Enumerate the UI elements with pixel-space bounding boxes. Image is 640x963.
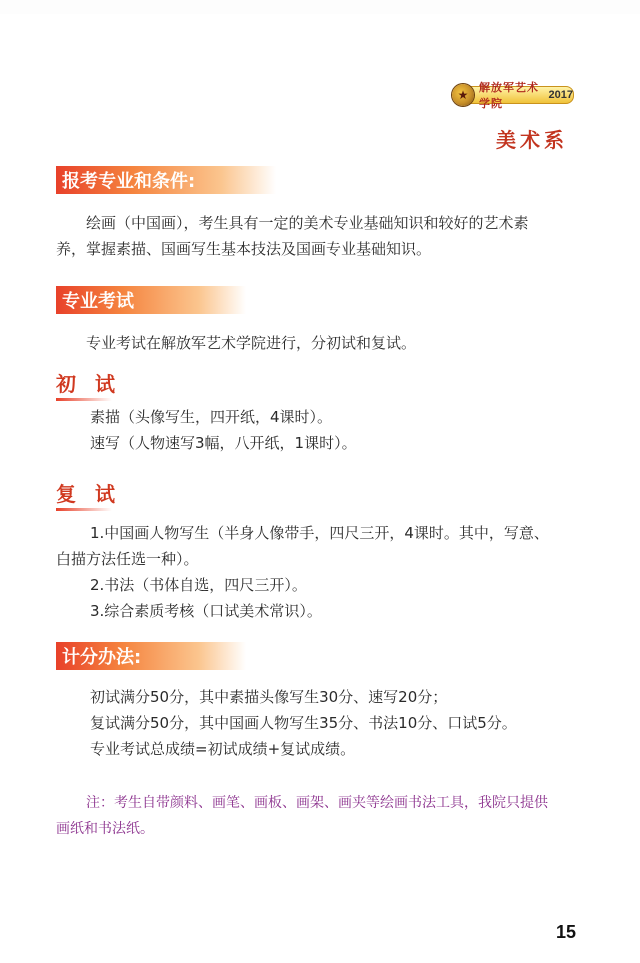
list-item: 白描方法任选一种）。 xyxy=(56,550,199,568)
note-line: 注：考生自带颜料、画笔、画板、画架、画夹等绘画书法工具，我院只提供 xyxy=(86,795,548,811)
year-label: 2017 xyxy=(548,89,573,101)
top-edge xyxy=(0,0,640,14)
subheading-retest: 复 试 xyxy=(56,478,121,511)
department-title: 美术系 xyxy=(496,128,568,152)
subheading-preliminary: 初 试 xyxy=(56,368,121,401)
list-item: 2.书法（书体自选，四尺三开）。 xyxy=(90,576,307,594)
retest-list xyxy=(56,520,576,624)
list-item: 复试满分50分，其中国画人物写生35分、书法10分、口试5分。 xyxy=(90,714,517,732)
school-emblem-icon: ★ xyxy=(452,84,474,106)
list-item: 初试满分50分，其中素描头像写生30分、速写20分； xyxy=(90,688,448,706)
school-name: 解放军艺术学院 xyxy=(479,81,539,110)
apply-line: 绘画（中国画），考生具有一定的美术专业基础知识和较好的艺术素 xyxy=(86,214,529,232)
list-item: 素描（头像写生，四开纸，4课时）。 xyxy=(90,408,333,426)
section-heading-scoring: 计分办法: xyxy=(56,642,246,670)
preliminary-list xyxy=(56,404,576,456)
scoring-list xyxy=(56,684,576,762)
page-number: 15 xyxy=(556,922,577,942)
list-item: 3.综合素质考核（口试美术常识）。 xyxy=(90,602,322,620)
exam-paragraph xyxy=(56,330,576,356)
header-pill-body xyxy=(468,81,574,110)
list-item: 专业考试总成绩=初试成绩+复试成绩。 xyxy=(90,740,356,758)
section-heading-exam: 专业考试 xyxy=(56,286,246,314)
header-banner xyxy=(452,81,574,110)
list-item: 1.中国画人物写生（半身人像带手，四尺三开，4课时。其中，写意、 xyxy=(90,524,549,542)
apply-paragraph xyxy=(56,210,576,262)
section-heading-apply: 报考专业和条件: xyxy=(56,166,276,194)
list-item: 速写（人物速写3幅，八开纸，1课时）。 xyxy=(90,434,357,452)
note-line: 画纸和书法纸。 xyxy=(56,821,154,837)
note-paragraph xyxy=(56,790,586,842)
exam-text: 专业考试在解放军艺术学院进行，分初试和复试。 xyxy=(86,334,417,352)
apply-line: 养，掌握素描、国画写生基本技法及国画专业基础知识。 xyxy=(56,240,432,258)
